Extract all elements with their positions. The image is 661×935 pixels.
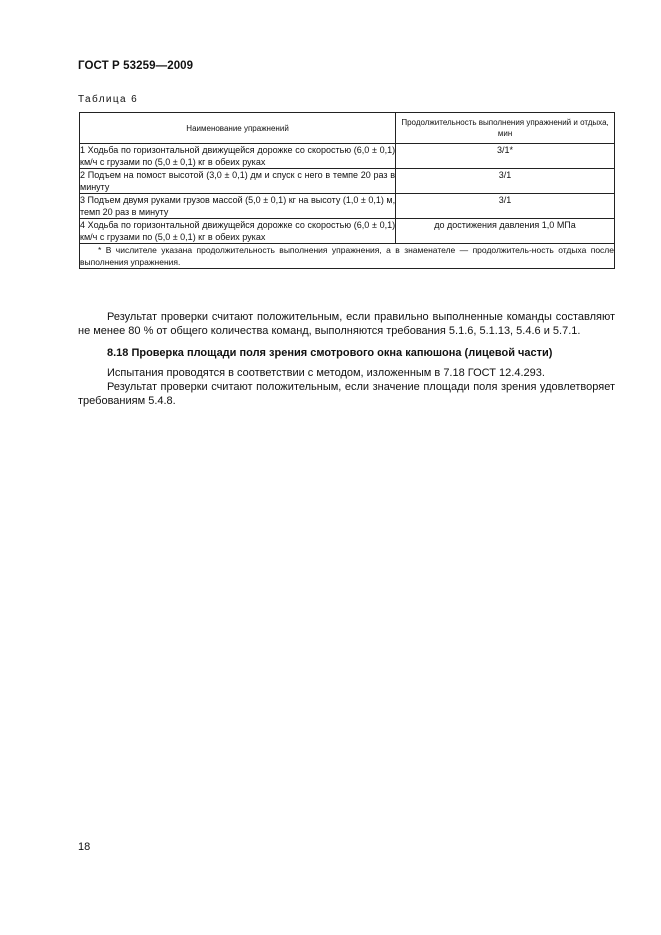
exercise-cell: 2 Подъем на помост высотой (3,0 ± 0,1) дм и спуск с него в темпе 20 раз в минуту: [80, 170, 396, 192]
table-row: [80, 144, 615, 169]
section-heading: 8.18 Проверка площади поля зрения смотрового окна капюшона (лицевой части): [107, 347, 553, 359]
duration-cell: 3/1*: [396, 144, 615, 169]
exercise-table: [79, 112, 615, 269]
table-row: [80, 169, 615, 194]
column-header-exercise: Наименование упражнений: [80, 113, 396, 144]
exercise-cell: 1 Ходьба по горизонтальной движущейся дорожке со скоростью (6,0 ± 0,1) км/ч с грузами по (5,0 ± 0,1) кг в обеих руках: [80, 145, 396, 167]
exercise-cell: 4 Ходьба по горизонтальной движущейся дорожке со скоростью (6,0 ± 0,1) км/ч с грузами по (5,0 ± 0,1) кг в обеих руках: [80, 220, 396, 242]
table-footnote-row: [80, 244, 615, 269]
result-paragraph-2: Результат проверки считают положительным, если значение площади поля зрения удовлетворяет требованиям 5.4.8.: [78, 381, 615, 407]
duration-cell: 3/1: [396, 194, 615, 219]
table-row: [80, 194, 615, 219]
page-number: 18: [78, 841, 91, 853]
table-caption: Таблица 6: [78, 94, 139, 105]
document-header: ГОСТ Р 53259—2009: [78, 60, 194, 72]
exercise-cell: 3 Подъем двумя руками грузов массой (5,0 ± 0,1) кг на высоту (1,0 ± 0,1) м, темп 20 раз в минуту: [80, 195, 396, 217]
table-header-row: [80, 113, 615, 144]
column-header-duration: Продолжительность выполнения упражнений и отдыха, мин: [396, 113, 615, 144]
method-paragraph: Испытания проводятся в соответствии с методом, изложенным в 7.18 ГОСТ 12.4.293.: [107, 367, 545, 379]
result-paragraph: Результат проверки считают положительным, если правильно выполненные команды составляют не менее 80 % от общего количества команд, выполняются требования 5.1.6, 5.1.13, 5.4.6 и 5.7.1.: [78, 311, 615, 337]
table-row: [80, 219, 615, 244]
duration-cell: до достижения давления 1,0 МПа: [396, 219, 615, 244]
duration-cell: 3/1: [396, 169, 615, 194]
table-footnote: * В числителе указана продолжительность выполнения упражнения, а в знаменателе — продолжитель-ность отдыха после выполнения упражнения.: [80, 245, 614, 267]
